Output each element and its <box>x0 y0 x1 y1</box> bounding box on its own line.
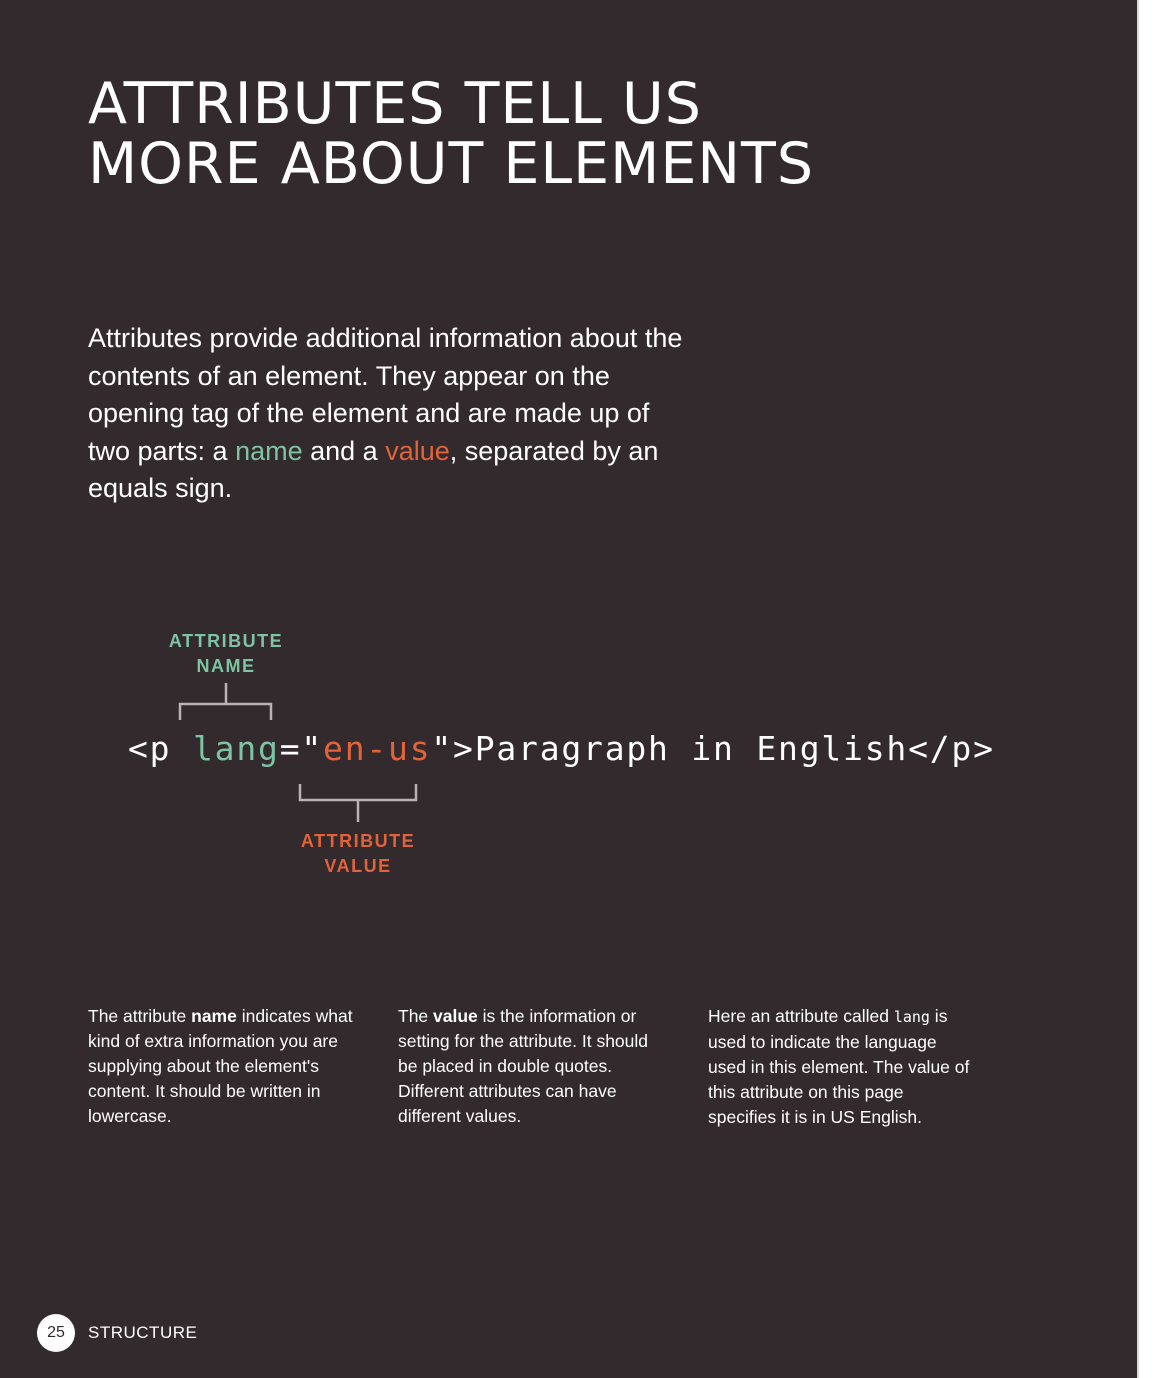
code-attribute-name: lang <box>193 729 280 768</box>
page-title-line-2: MORE ABOUT ELEMENTS <box>88 131 815 197</box>
page-edge <box>1137 0 1139 1378</box>
name-bracket <box>180 683 271 720</box>
value-bracket <box>300 784 416 822</box>
code-attribute-value: en-us <box>323 729 432 768</box>
code-open-tag: <p <box>128 729 194 768</box>
value-explanation-start: The <box>398 1006 434 1026</box>
value-explanation <box>398 1004 663 1129</box>
intro-value-highlight: value <box>385 435 450 466</box>
value-explanation-end: is the information or setting for the attribute. It should be placed in double quotes. Different attributes can have different values. <box>398 1006 649 1126</box>
page-number: 25 <box>37 1314 75 1352</box>
lang-explanation-start: Here an attribute called <box>708 1006 894 1026</box>
intro-text-end: , separated by an equals sign. <box>88 435 659 503</box>
intro-text-middle: and a <box>302 435 386 466</box>
code-rest: ">Paragraph in English</p> <box>431 729 995 768</box>
lang-explanation-code: lang <box>893 1008 930 1026</box>
name-explanation-end: indicates what kind of extra information you are supplying about the element's content. It should be written in lowercase. <box>88 1006 353 1126</box>
lang-explanation-end: is used to indicate the language used in this element. The value of this attribute on this page specifies it is in US English. <box>708 1006 970 1127</box>
code-example <box>128 728 995 770</box>
name-explanation <box>88 1004 353 1129</box>
intro-name-highlight: name <box>235 435 303 466</box>
section-name: STRUCTURE <box>88 1323 198 1342</box>
lang-explanation <box>708 1004 973 1130</box>
attribute-value-label <box>278 829 438 879</box>
name-explanation-bold: name <box>191 1006 237 1026</box>
attribute-value-label-line-2: VALUE <box>324 856 392 876</box>
page-title-line-1: ATTRIBUTES TELL US <box>88 71 702 137</box>
code-equals-quote: =" <box>279 729 324 768</box>
value-explanation-bold: value <box>433 1006 478 1026</box>
attribute-value-label-line-1: ATTRIBUTE <box>300 831 416 851</box>
attribute-name-label-line-1: ATTRIBUTE <box>168 631 284 651</box>
name-explanation-start: The attribute <box>88 1006 192 1026</box>
intro-text-start: Attributes provide additional information about the contents of an element. They appear on the opening tag of the element and are made up of two parts: a <box>88 323 683 466</box>
attribute-name-label-line-2: NAME <box>196 656 256 676</box>
